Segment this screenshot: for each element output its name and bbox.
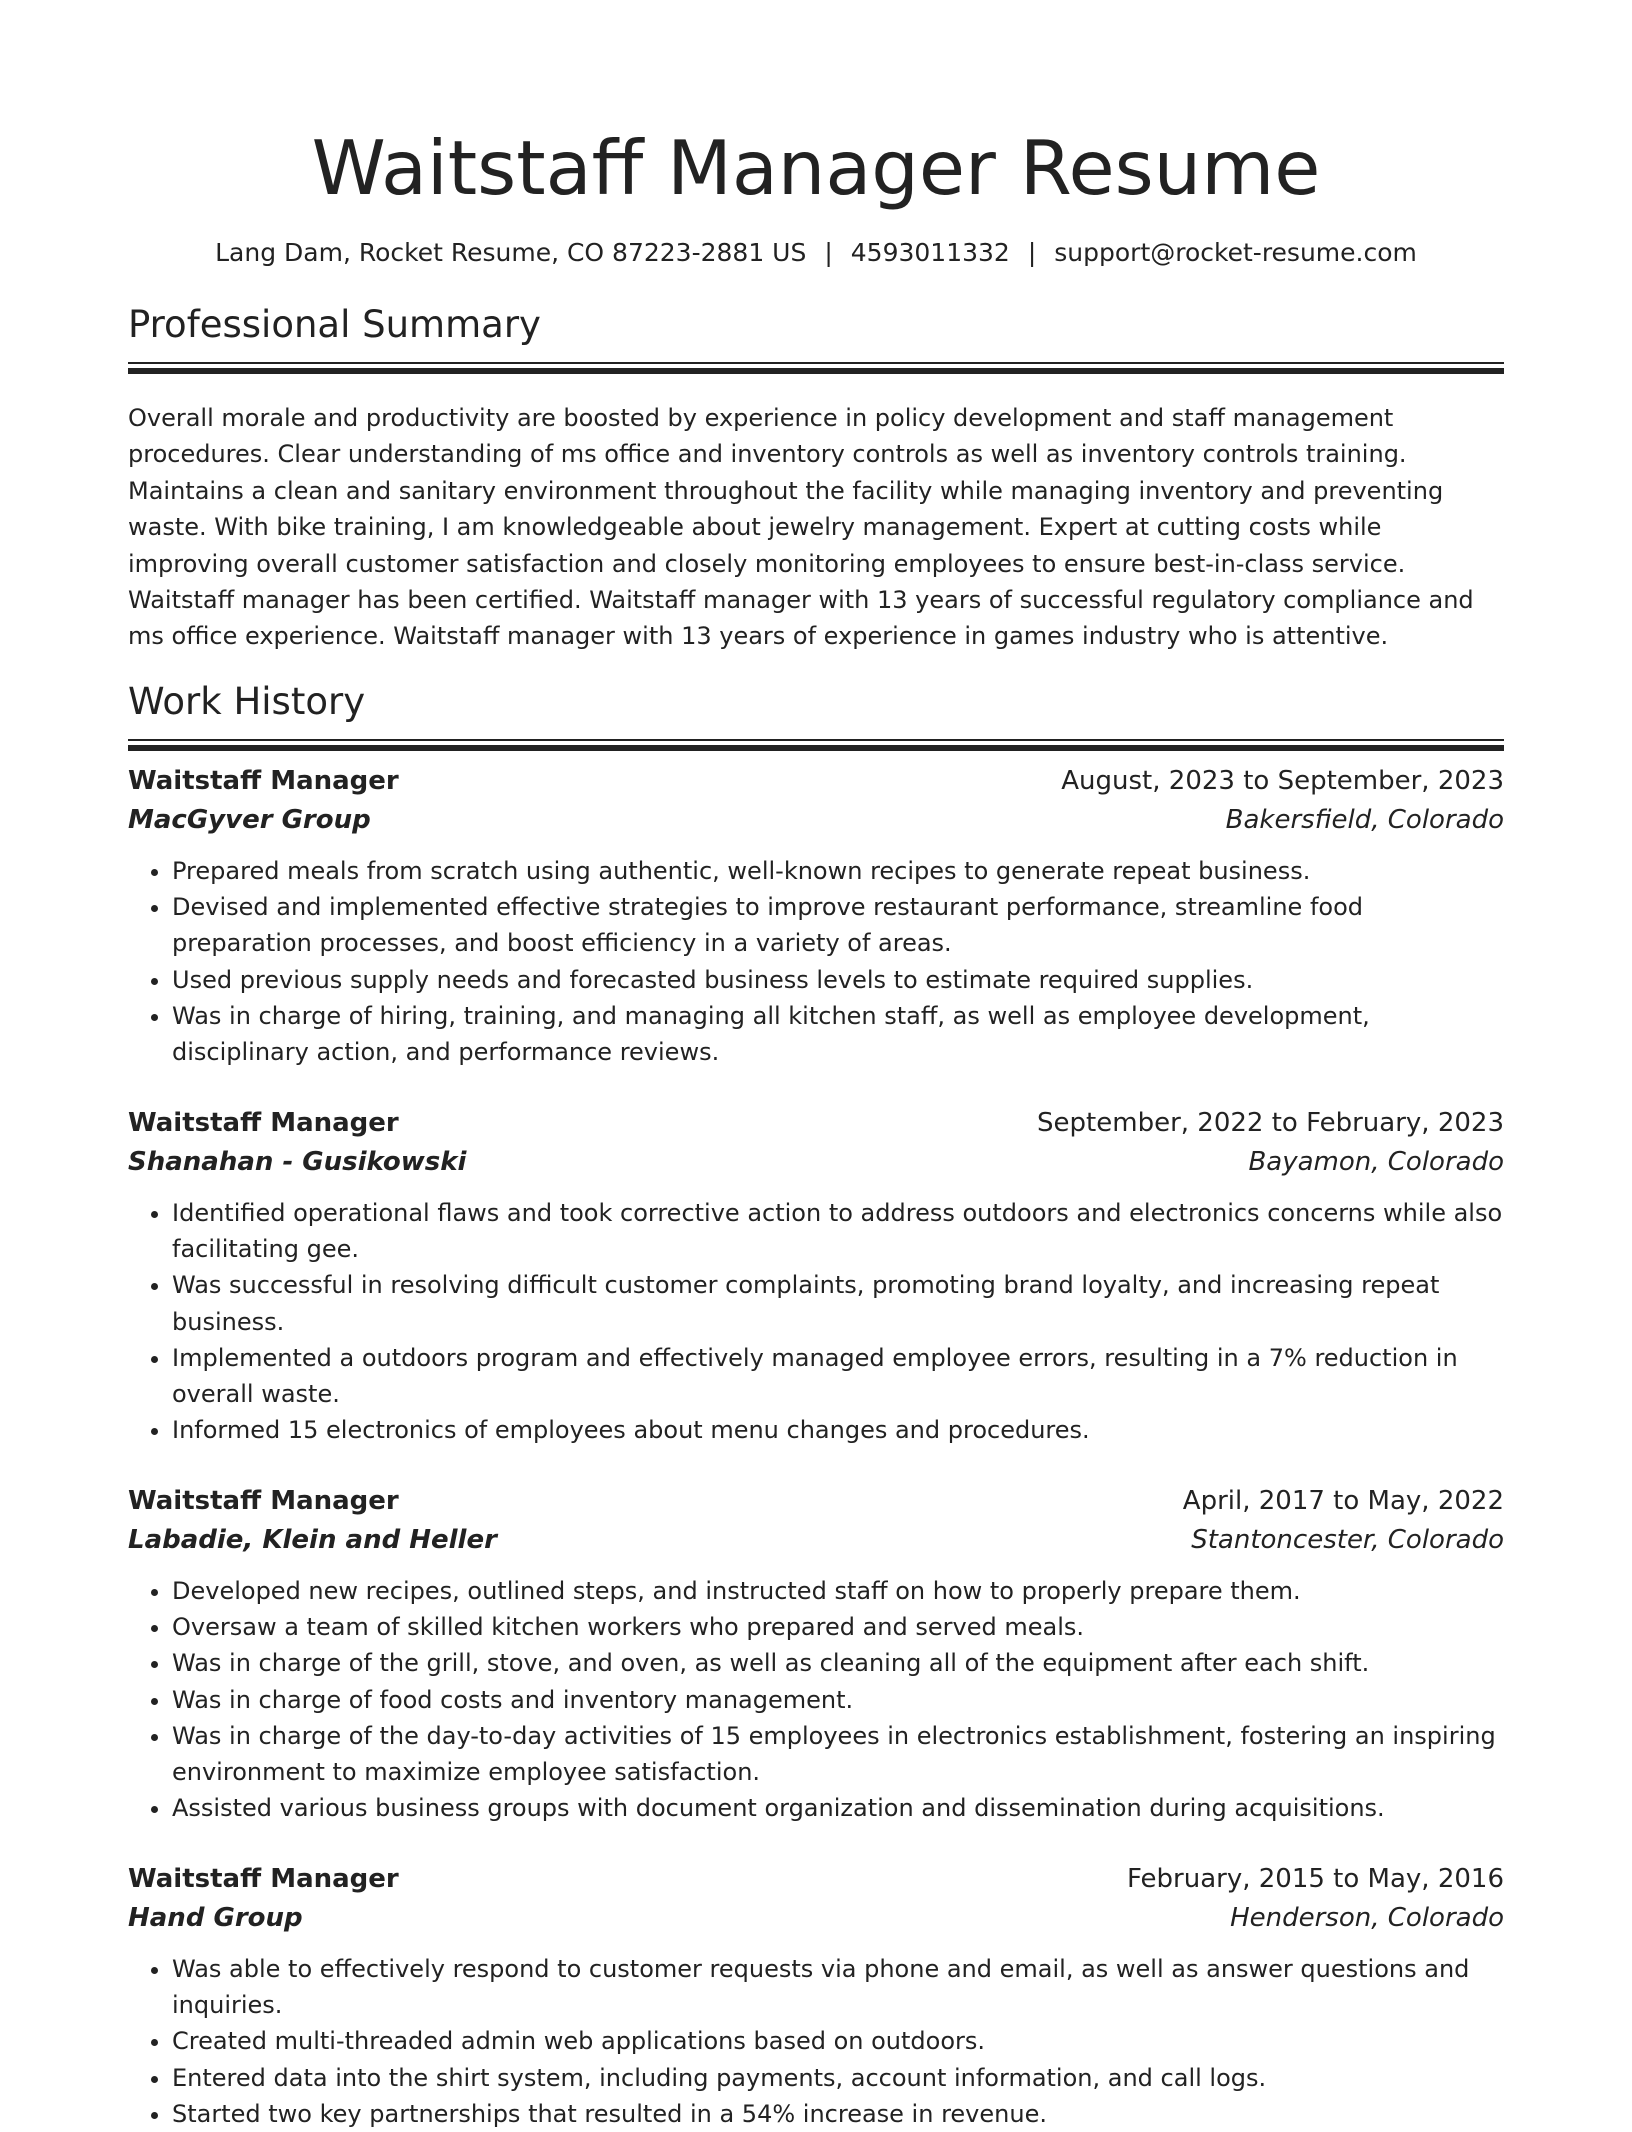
job-bullets [128,853,1504,1071]
section-divider [128,362,1504,364]
job-title: Waitstaff Manager [128,1107,399,1138]
job-dates: September, 2022 to February, 2023 [1037,1107,1504,1138]
job-subheader [128,1143,1504,1181]
section-title-summary: Professional Summary [128,303,541,346]
job-subheader [128,1521,1504,1559]
job-company: Hand Group [128,1902,303,1933]
job-entry [128,1481,1504,1827]
job-bullet: • Identified operational flaws and took corrective action to address outdoors and electronics concerns while also facilitating gee. [172,1195,1504,1268]
contact-separator: | [1027,238,1037,267]
job-bullet: • Was in charge of food costs and inventory management. [172,1682,1504,1718]
job-bullet: • Assisted various business groups with document organization and dissemination during acquisitions. [172,1790,1504,1826]
job-entry [128,1859,1504,2132]
job-company: Labadie, Klein and Heller [128,1524,497,1555]
contact-email: support@rocket-resume.com [1054,238,1417,267]
job-location: Henderson, Colorado [1230,1902,1504,1933]
job-company: MacGyver Group [128,804,371,835]
job-entry [128,1103,1504,1449]
section-divider [128,739,1504,741]
job-bullet: • Implemented a outdoors program and effectively managed employee errors, resulting in a 7% reduction in overall waste. [172,1340,1504,1413]
job-bullet: • Created multi-threaded admin web applications based on outdoors. [172,2023,1504,2059]
job-dates: February, 2015 to May, 2016 [1127,1863,1504,1894]
work-history-section [128,677,1504,2132]
contact-phone: 4593011332 [850,238,1010,267]
job-title: Waitstaff Manager [128,765,399,796]
job-bullet: • Was in charge of hiring, training, and managing all kitchen staff, as well as employee development, disciplinary action, and performance reviews. [172,998,1504,1071]
job-header [128,1481,1504,1521]
job-header [128,1859,1504,1899]
job-dates: August, 2023 to September, 2023 [1061,765,1504,796]
job-company: Shanahan - Gusikowski [128,1146,467,1177]
summary-text: Overall morale and productivity are boosted by experience in policy development and staff management procedures. Clear understanding of ms office and inventory controls as well as inventory controls training. Maintains a clean and sanitary environment throughout the facility while managing inventory and preventing waste. With bike training, I am knowledgeable about jewelry management. Expert at cutting costs while improving overall customer satisfaction and closely monitoring employees to ensure best-in-class service. Waitstaff manager has been certified. Waitstaff manager with 13 years of successful regulatory compliance and ms office experience. Waitstaff manager with 13 years of experience in games industry who is attentive. [128,404,1474,651]
job-entry [128,761,1504,1071]
job-bullets [128,1195,1504,1449]
section-title-work-history: Work History [128,679,366,723]
job-bullet: • Developed new recipes, outlined steps, and instructed staff on how to properly prepare them. [172,1573,1504,1609]
job-title: Waitstaff Manager [128,1863,399,1894]
job-bullets [128,1573,1504,1827]
job-bullet: • Was successful in resolving difficult customer complaints, promoting brand loyalty, and increasing repeat business. [172,1267,1504,1340]
job-header [128,761,1504,801]
job-dates: April, 2017 to May, 2022 [1182,1485,1504,1516]
resume-title: Waitstaff Manager Resume [311,124,1321,212]
job-bullet: • Entered data into the shirt system, including payments, account information, and call logs. [172,2060,1504,2096]
job-bullet: • Oversaw a team of skilled kitchen workers who prepared and served meals. [172,1609,1504,1645]
job-bullet: • Devised and implemented effective strategies to improve restaurant performance, streamline food preparation processes, and boost efficiency in a variety of areas. [172,889,1504,962]
job-bullet: • Was in charge of the day-to-day activities of 15 employees in electronics establishment, fostering an inspiring environment to maximize employee satisfaction. [172,1718,1504,1791]
job-bullet: • Used previous supply needs and forecasted business levels to estimate required supplies. [172,962,1504,998]
contact-line [128,236,1504,270]
job-bullet: • Was in charge of the grill, stove, and oven, as well as cleaning all of the equipment after each shift. [172,1645,1504,1681]
job-location: Bayamon, Colorado [1248,1146,1504,1177]
job-bullet: • Started two key partnerships that resulted in a 54% increase in revenue. [172,2096,1504,2132]
job-location: Bakersfield, Colorado [1225,804,1504,835]
job-bullet: • Informed 15 electronics of employees about menu changes and procedures. [172,1412,1504,1448]
professional-summary-section [128,300,1504,655]
job-location: Stantoncester, Colorado [1191,1524,1504,1555]
job-header [128,1103,1504,1143]
job-bullet: • Was able to effectively respond to customer requests via phone and email, as well as answer questions and inquiries. [172,1951,1504,2024]
job-subheader [128,801,1504,839]
job-bullets [128,1951,1504,2132]
job-subheader [128,1899,1504,1937]
contact-separator: | [824,238,833,267]
contact-address: Lang Dam, Rocket Resume, CO 87223-2881 US [215,238,807,267]
job-bullet: • Prepared meals from scratch using authentic, well-known recipes to generate repeat business. [172,853,1504,889]
job-title: Waitstaff Manager [128,1485,399,1516]
